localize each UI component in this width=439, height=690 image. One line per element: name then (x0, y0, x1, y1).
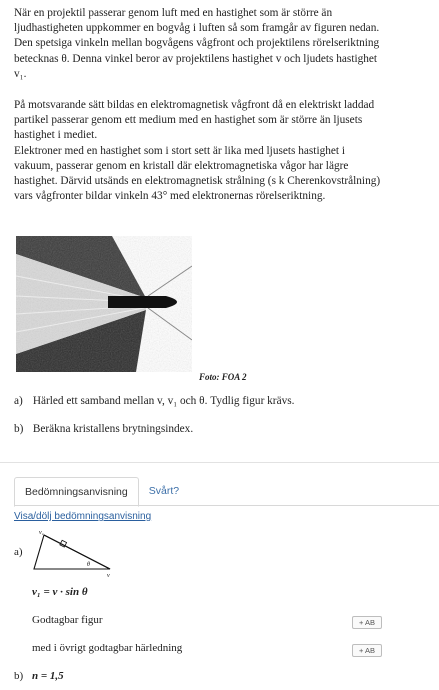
tab-bar (14, 477, 189, 505)
question-b (14, 423, 193, 435)
problem-text (14, 6, 386, 204)
tab-svart[interactable]: Svårt? (148, 485, 180, 497)
question-b-label: b) (14, 423, 24, 435)
answer-formula: v₁ = v · sin θ (32, 586, 88, 598)
figure-label-v1: v₁ (39, 530, 44, 536)
grade-badge-1: + AB (352, 616, 382, 629)
criterion-1: Godtagbar figur (32, 614, 103, 626)
problem-paragraph-1: När en projektil passerar genom luft med en hastighet som är större än ljudhastigheten uppkommer en bogvåg i luften så som framgår av figuren nedan. Den spetsiga vinkeln mellan bogvågens vågfront och projektilens rörelseriktning betecknas θ. Denna vinkel beror av projektilens hastighet v och ljudets hastighet v₁. (14, 7, 380, 80)
photo-credit: Foto: FOA 2 (199, 372, 247, 382)
answer-b-label: b) (14, 670, 24, 682)
figure-label-theta: θ (87, 562, 90, 568)
tab-bedomningsanvisning[interactable]: Bedömningsanvisning (14, 477, 139, 507)
bow-wave-photo (16, 236, 192, 372)
triangle-figure (30, 527, 120, 581)
problem-paragraph-2: På motsvarande sätt bildas en elektromagnetisk vågfront då en elektriskt laddad partikel passerar genom ett medium med en hastighet som är större än ljusets hastighet i mediet. (14, 99, 375, 142)
section-divider (0, 462, 439, 463)
problem-paragraph-3: Elektroner med en hastighet som i stort sett är lika med ljusets hastighet i vakuum, passerar genom en kristall där elektromagnetiska vågor har lägre hastighet. Därvid utsänds en elektromagnetisk strålning (s k Cherenkovstrålning) vars vågfronter bildar vinkeln 43° med elektronernas rörelseriktning. (14, 144, 381, 203)
answer-b-value: n = 1,5 (32, 670, 64, 682)
grade-badge-2: + AB (352, 644, 382, 657)
question-a (14, 395, 294, 407)
question-a-label: a) (14, 395, 23, 407)
answer-a-label: a) (14, 546, 23, 558)
criterion-2: med i övrigt godtagbar härledning (32, 642, 183, 654)
question-a-text: Härled ett samband mellan v, v₁ och θ. Tydlig figur krävs. (32, 395, 295, 407)
question-b-text: Beräkna kristallens brytningsindex. (32, 423, 194, 435)
figure-label-v: v (107, 573, 110, 579)
tab-underline (14, 505, 439, 506)
toggle-assessment-link[interactable]: Visa/dölj bedömningsanvisning (14, 511, 152, 522)
